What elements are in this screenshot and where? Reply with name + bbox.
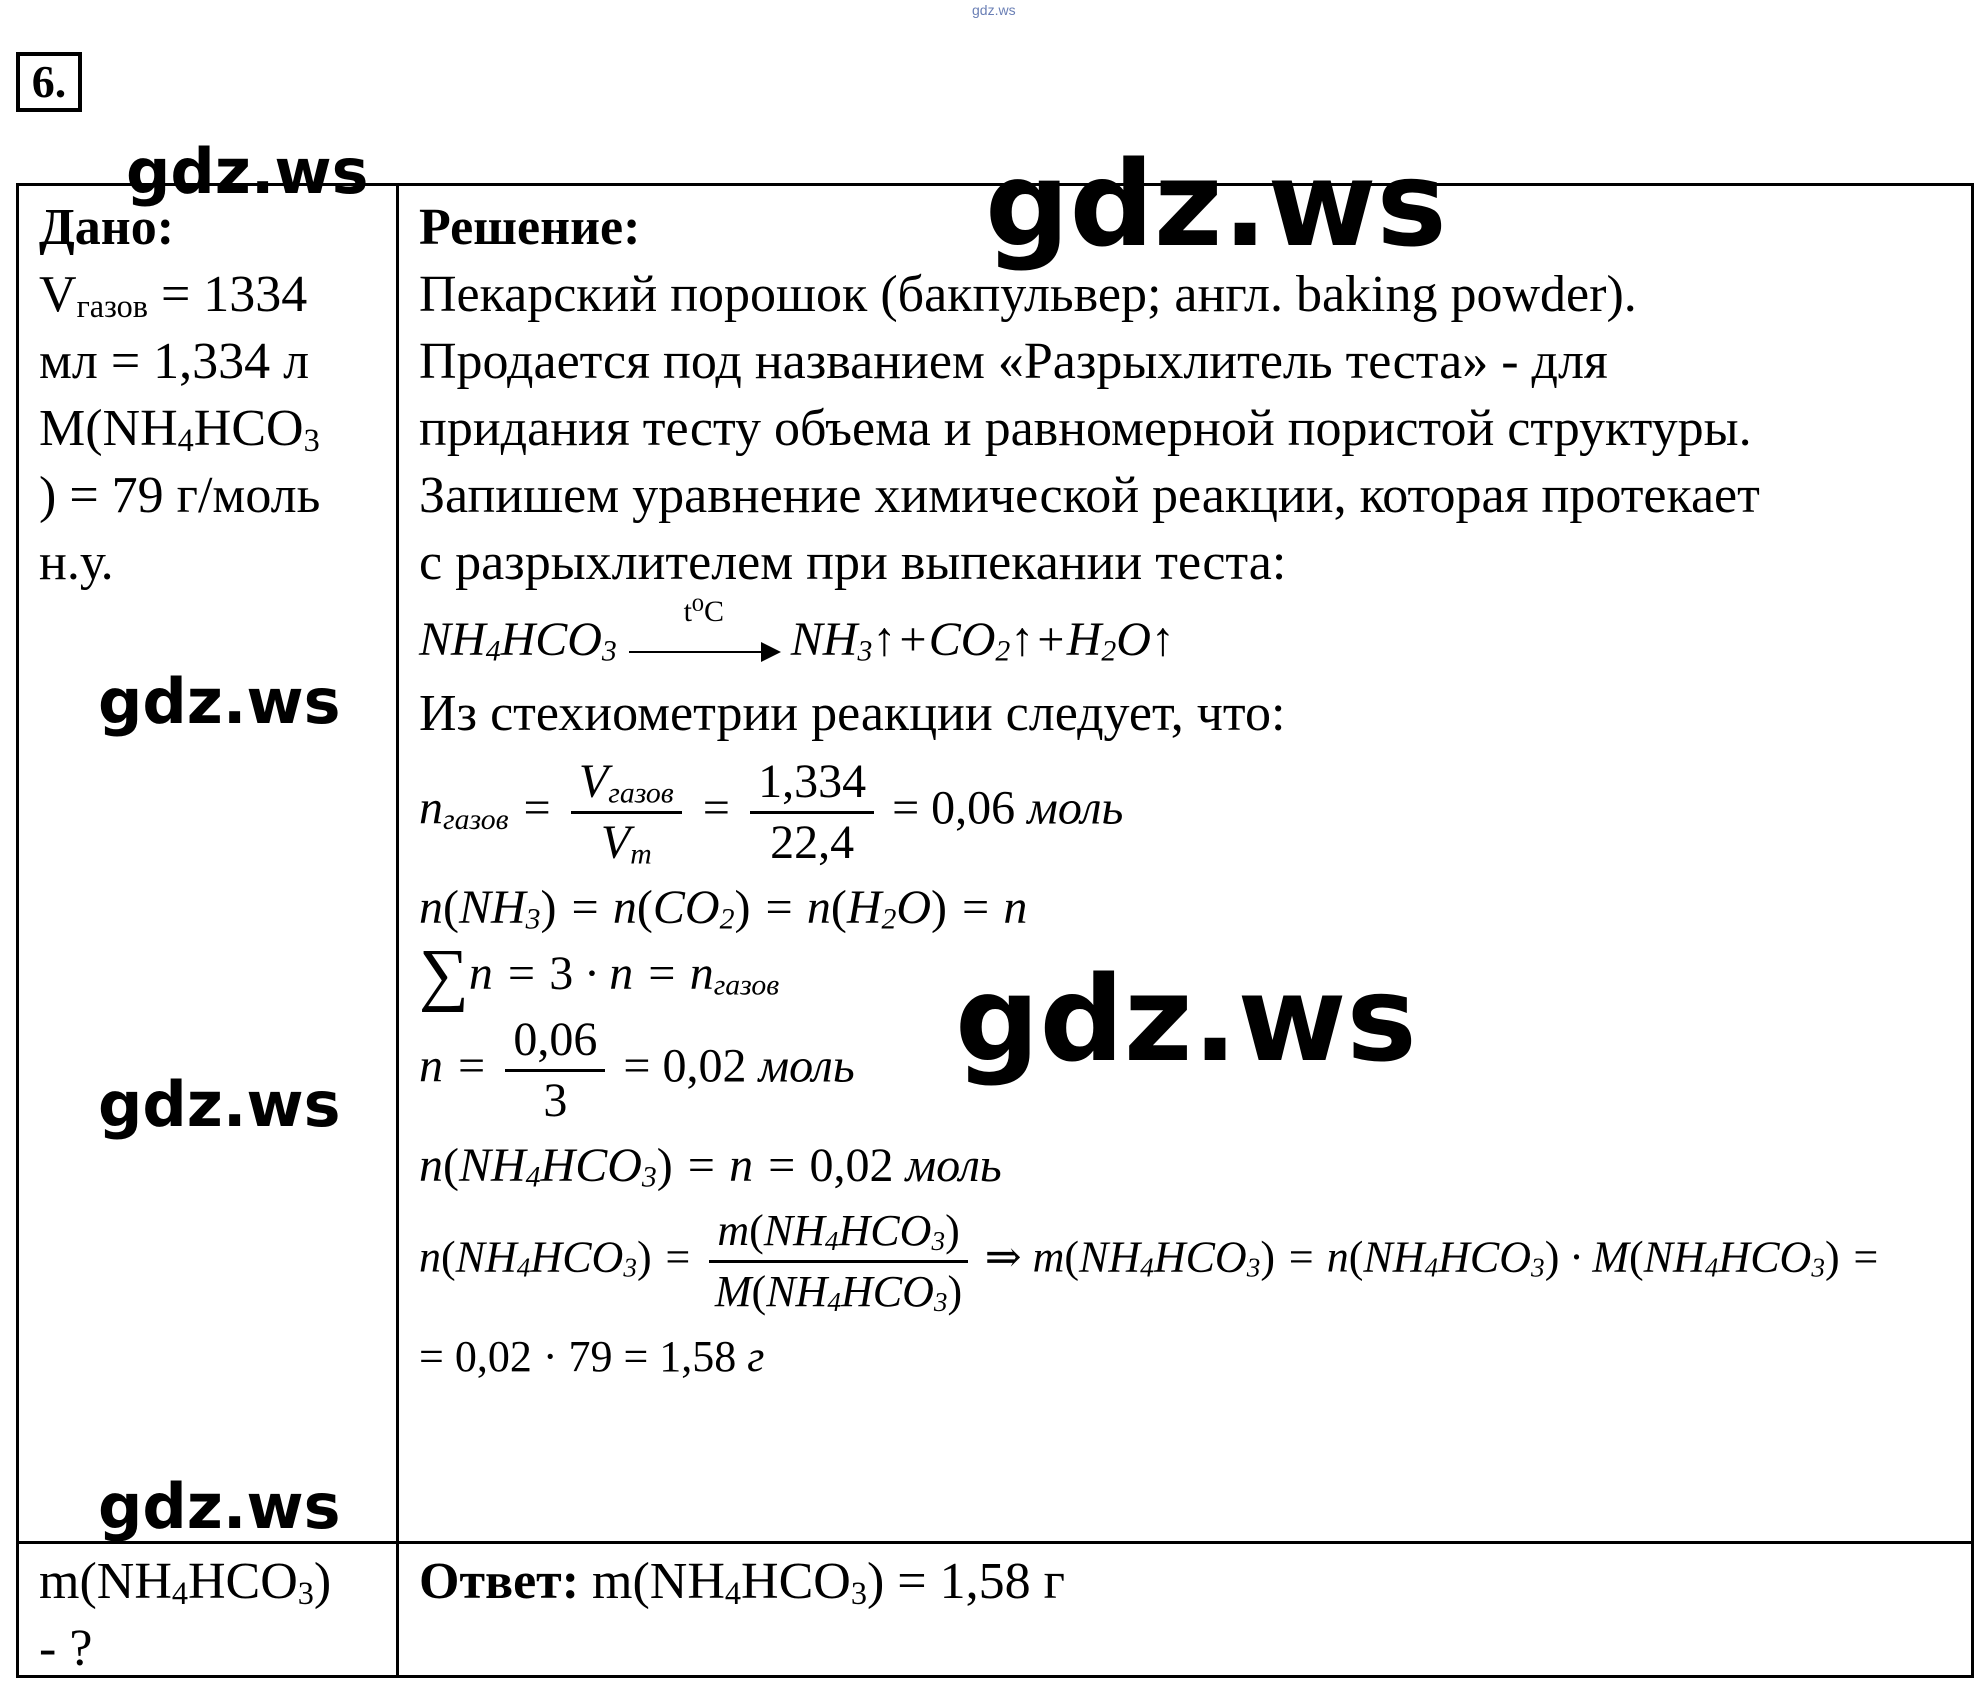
given-conditions: н.у. xyxy=(39,534,114,591)
solution-text-4: Запишем уравнение химической реакции, которая протекает xyxy=(419,467,1760,524)
reaction-arrow: t⁰C xyxy=(629,614,779,674)
solution-text-3: придания тесту объема и равномерной пористой структуры. xyxy=(419,400,1752,457)
watermark-4: gdz.ws xyxy=(955,950,1417,1088)
top-watermark: gdz.ws xyxy=(972,2,1016,18)
solution-text-6: Из стехиометрии реакции следует, что: xyxy=(419,684,1286,742)
answer-label: Ответ: xyxy=(419,1553,580,1610)
given-volume: $V_{газов} = 1334$ xyxy=(39,266,308,324)
n-fraction: $\frac{0,06}{3}$ xyxy=(505,1011,605,1130)
column-divider xyxy=(396,186,399,1675)
n-equation: n = $\frac{0,06}{3}$ = 0,02 моль xyxy=(419,1011,1959,1130)
mass-fraction: $\frac{m(NH_4HCO_3)}{M(NH_4HCO_3)}$ xyxy=(709,1202,967,1321)
answer-value: $m(NH_4HCO_3) = 1,58$ г xyxy=(579,1553,1065,1611)
solution-heading: Решение: xyxy=(419,199,641,256)
given-heading: Дано: xyxy=(39,199,175,256)
task-number: 6. xyxy=(16,52,82,112)
solution-cell xyxy=(419,194,1959,1393)
solution-table xyxy=(16,183,1974,1678)
find-question: - ? xyxy=(39,1620,93,1677)
reaction-equation: $NH_4HCO_3$ t⁰C $NH_3↑+CO_2↑+H_2O↑$ xyxy=(419,610,1959,674)
gas-value-fraction: $\frac{1,334}{22,4}$ xyxy=(750,753,874,872)
find-quantity: $m(NH_4HCO_3)$ xyxy=(39,1553,332,1611)
answer-cell xyxy=(419,1548,1959,1615)
watermark-1: gdz.ws xyxy=(126,135,369,208)
given-molar-mass: $M(NH_4HCO_3$ ) = 79 г/моль xyxy=(39,400,321,524)
given-volume-liters: мл = 1,334 л xyxy=(39,333,310,390)
watermark-2: gdz.ws xyxy=(985,135,1447,273)
find-cell xyxy=(39,1548,389,1682)
sum-equation: $\sum n = 3 \cdot n = n_{газов}$ xyxy=(419,935,780,1013)
given-cell xyxy=(39,194,389,596)
watermark-6: gdz.ws xyxy=(98,1470,341,1543)
n-salt-equation: $n(NH_4HCO_3) = n = 0,02$ моль xyxy=(419,1138,1002,1194)
watermark-3: gdz.ws xyxy=(98,665,341,738)
gas-amount-equation: $n_{газов}$ = $\frac{V_{газов}}{V_m}$ = $\frac{1,334}{22,4}$ = 0,06 моль xyxy=(419,754,1124,871)
mass-equation: $n(NH_4HCO_3)$ = $\frac{m(NH_4HCO_3)}{M(NH_4HCO_3)}$ ⇒ $m(NH_4HCO_3) = n(NH_4HCO_3) \cdot M(NH_4HCO_3)$ = xyxy=(419,1202,1959,1321)
equal-amounts-equation: $n(NH_3) = n(CO_2) = n(H_2O) = n$ xyxy=(419,880,1028,936)
solution-text-5: с разрыхлителем при выпекании теста: xyxy=(419,534,1287,591)
final-calculation: = 0,02 · 79 = 1,58 г xyxy=(419,1331,765,1381)
solution-text-1: Пекарский порошок (бакпульвер; англ. baking powder). xyxy=(419,266,1637,323)
gas-volume-fraction: $\frac{V_{газов}}{V_m}$ xyxy=(571,753,682,872)
solution-text-2: Продается под названием «Разрыхлитель теста» - для xyxy=(419,333,1608,390)
watermark-5: gdz.ws xyxy=(98,1068,341,1141)
